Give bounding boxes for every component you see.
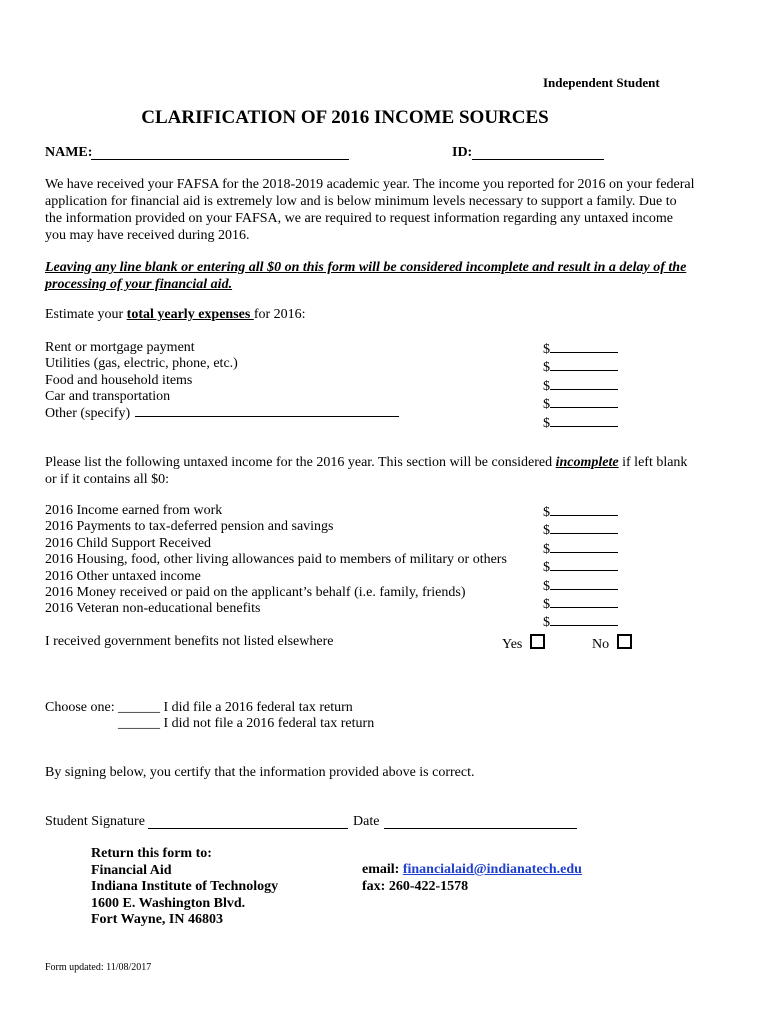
amount-field[interactable] [543,577,618,595]
income-amounts [543,503,618,632]
warning-text: Leaving any line blank or entering all $0 on this form will be considered incomplete and result in a delay of the processing of your financial aid. [45,260,687,292]
list-item: 2016 Income earned from work [45,503,223,518]
intro-paragraph: We have received your FAFSA for the 2018-2019 academic year. The income you reported for 2016 on your federal application for financial aid is extremely low and is below minimum levels necessary to support a family. Due to the information provided on your FAFSA, we are required to request information regarding any untaxed income you may have received during 2016. [45,177,695,243]
amount-field[interactable] [543,395,618,413]
no-option[interactable] [592,634,632,653]
amount-field[interactable] [543,358,618,376]
amount-field[interactable] [543,521,618,539]
list-item: 2016 Veteran non-educational benefits [45,601,261,617]
list-item: Rent or mortgage payment [45,340,195,355]
other-specify-field[interactable] [135,416,399,417]
amount-field[interactable] [543,540,618,558]
id-field[interactable] [472,159,604,160]
amount-field[interactable] [543,503,618,521]
no-label: No [592,637,610,652]
dollar-sign: $ [543,541,550,557]
dollar-sign: $ [543,560,550,576]
did-file-option[interactable] [118,700,353,716]
certify-text: By signing below, you certify that the information provided above is correct. [45,765,475,780]
amount-field[interactable] [543,558,618,576]
income-lead-text: Please list the following untaxed income for the 2016 year. This section will be considered [45,455,556,470]
expenses-lead-text: Estimate your [45,307,127,322]
income-list [45,503,507,618]
did-file-blank[interactable]: ______ [118,700,160,715]
dollar-sign: $ [543,415,550,431]
student-signature-label: Student Signature [45,814,145,829]
id-label: ID: [452,145,473,160]
list-item: Utilities (gas, electric, phone, etc.) [45,356,238,372]
student-signature-field[interactable] [148,828,348,829]
dollar-sign: $ [543,523,550,539]
email-link[interactable]: financialaid@indianatech.edu [402,862,582,877]
choose-one-label: Choose one: [45,700,115,715]
yes-option[interactable] [502,634,545,653]
income-lead-tail: if left blank or if it contains all $0: [45,455,688,487]
yes-checkbox[interactable] [530,634,545,649]
dollar-sign: $ [543,342,550,357]
form-updated: Form updated: 11/08/2017 [45,962,152,973]
list-item: 2016 Payments to tax-deferred pension and savings [45,519,334,535]
name-field[interactable] [91,159,349,160]
list-item: Food and household items [45,372,193,388]
amount-field[interactable] [543,613,618,631]
dollar-sign: $ [543,378,550,394]
benefits-label: I received government benefits not listed elsewhere [45,634,334,649]
address-line: 1600 E. Washington Blvd. [91,895,246,911]
date-field[interactable] [384,828,577,829]
list-item: 2016 Money received or paid on the applicant’s behalf (i.e. family, friends) [45,585,466,601]
expenses-lead-emphasis: total yearly expenses [126,307,254,322]
email-line [362,862,582,879]
return-address [91,846,278,929]
list-item: Car and transportation [45,389,171,405]
contact-info [362,862,582,895]
amount-field[interactable] [543,340,618,358]
name-label: NAME: [45,145,93,160]
date-label: Date [353,814,380,829]
expense-amounts [543,340,618,432]
list-item: 2016 Child Support Received [45,535,212,551]
address-line: Indiana Institute of Technology [91,879,279,895]
email-label: email: [362,862,403,877]
amount-field[interactable] [543,414,618,432]
dollar-sign: $ [543,397,550,413]
did-not-file-option[interactable] [118,716,374,732]
income-lead [45,454,695,488]
dollar-sign: $ [543,597,550,613]
list-item: 2016 Housing, food, other living allowances paid to members of military or others [45,552,507,568]
did-file-label: I did file a 2016 federal tax return [160,700,353,715]
page-title: CLARIFICATION OF 2016 INCOME SOURCES [141,107,549,128]
expenses-lead-tail: for 2016: [253,307,306,322]
list-item: 2016 Other untaxed income [45,568,201,584]
amount-field[interactable] [543,595,618,613]
did-not-file-blank[interactable]: ______ [118,716,160,731]
fax-line: fax: 260-422-1578 [362,878,469,894]
dollar-sign: $ [543,505,550,520]
yes-label: Yes [502,637,523,652]
address-line: Financial Aid [91,862,172,878]
student-type: Independent Student [543,75,660,90]
expense-list [45,340,238,422]
amount-field[interactable] [543,377,618,395]
no-checkbox[interactable] [617,634,632,649]
address-line: Fort Wayne, IN 46803 [91,912,223,928]
income-lead-emphasis: incomplete [555,455,619,470]
dollar-sign: $ [543,615,550,631]
dollar-sign: $ [543,360,550,376]
return-heading: Return this form to: [91,846,212,861]
did-not-file-label: I did not file a 2016 federal tax return [160,716,375,731]
dollar-sign: $ [543,578,550,594]
list-item: Other (specify) [45,405,131,421]
expenses-lead [45,307,306,323]
